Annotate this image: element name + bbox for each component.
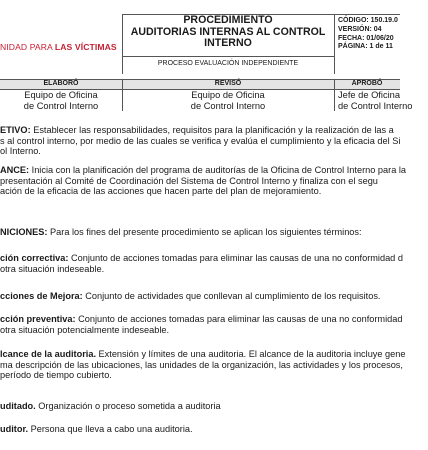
alcance-auditoria-text-1: Extensión y límites de una auditoria. El alcance de la auditoria incluye gene: [96, 349, 406, 359]
auditado-section: [0, 401, 221, 412]
logo-text-bold: LAS VÍCTIMAS: [54, 42, 117, 52]
title-line-2: AUDITORIAS INTERNAS AL CONTROL: [130, 25, 326, 38]
correctiva-line-1: [0, 253, 403, 264]
preventiva-line-1: [0, 314, 402, 325]
correctiva-label: ción correctiva:: [0, 253, 69, 263]
title-line-1: PROCEDIMIENTO: [183, 14, 273, 26]
reviso-value-line-1: Equipo de Oficina: [191, 90, 265, 100]
meta-page: PÁGINA: 1 de 11: [338, 43, 393, 51]
alcance-auditoria-text-3: período de tiempo cubierto.: [0, 370, 112, 381]
alcance-text-1: Inicia con la planificación del programa de auditorías de la Oficina de Control Interno para la: [29, 165, 407, 175]
header-divider-right: [334, 14, 335, 74]
mejora-text-1: Conjunto de actividades que conllevan al cumplimiento de los requisitos.: [82, 291, 381, 301]
logo-text: [0, 42, 117, 52]
definiciones-label: NICIONES:: [0, 227, 48, 237]
reviso-value-line-2: de Control Interno: [190, 100, 266, 111]
meta-version: VERSIÓN: 04: [338, 25, 382, 33]
alcance-section: [0, 165, 406, 197]
alcance-line-1: [0, 165, 406, 176]
document-meta: [338, 17, 398, 52]
correctiva-text-1: Conjunto de acciones tomadas para eliminar las causas de una no conformidad d: [68, 253, 403, 263]
auditado-line-1: [0, 401, 221, 412]
reviso-value: [122, 90, 334, 111]
objetivo-text-3: ol Interno.: [0, 146, 41, 157]
auditor-section: [0, 424, 193, 435]
definiciones-section: [0, 227, 362, 238]
alcance-auditoria-section: [0, 349, 406, 381]
mejora-label: cciones de Mejora:: [0, 291, 83, 301]
mejora-line-1: [0, 291, 380, 302]
mejora-section: [0, 291, 380, 302]
aprobo-value-line-1: Jefe de Oficina: [338, 90, 401, 100]
elaboro-value-line-2: de Control Interno: [23, 100, 99, 111]
document-title-block: [122, 14, 334, 74]
elaboro-value-line-1: Equipo de Oficina: [24, 90, 98, 100]
aprobo-value-line-2: de Control Interno: [338, 100, 413, 111]
meta-date: FECHA: 01/06/20: [338, 34, 394, 42]
organization-logo: [0, 16, 122, 74]
preventiva-text-2: otra situación potencialmente indeseable.: [0, 324, 170, 335]
meta-code: CÓDIGO: 150.19.0: [338, 17, 398, 24]
logo-text-light: NIDAD PARA: [0, 42, 55, 52]
correctiva-text-2: otra situación indeseable.: [0, 263, 105, 274]
preventiva-section: [0, 314, 402, 335]
approval-divider-1: [122, 79, 123, 111]
aprobo-label: APROBÓ: [351, 80, 383, 87]
approval-table: [0, 79, 413, 111]
title-line-3: INTERNO: [204, 37, 252, 50]
auditor-label: uditor.: [0, 424, 29, 434]
correctiva-section: [0, 253, 403, 274]
preventiva-text-1: Conjunto de acciones tomadas para eliminar las causas de una no conformidad: [75, 314, 403, 324]
reviso-label: REVISÓ: [214, 80, 242, 87]
elaboro-value: [0, 90, 122, 111]
auditor-text-1: Persona que lleva a cabo una auditoria.: [28, 424, 193, 434]
alcance-auditoria-label: lcance de la auditoria.: [0, 349, 96, 359]
alcance-auditoria-line-1: [0, 349, 406, 360]
auditor-line-1: [0, 424, 193, 435]
objetivo-text-2: s al control interno, por medio de las cuales se verifica y evalúa el cumplimiento y la eficacia del Si: [0, 135, 401, 146]
alcance-text-2: presentación al Comité de Coordinación del Sistema de Control Interno y finaliza con el segu: [0, 175, 378, 186]
objetivo-label: ETIVO:: [0, 125, 31, 135]
alcance-text-3: ación de la eficacia de las acciones que hacen parte del plan de mejoramiento.: [0, 186, 322, 197]
definiciones-text-1: Para los fines del presente procedimiento se aplican los siguientes términos:: [47, 227, 362, 237]
alcance-label: ANCE:: [0, 165, 30, 175]
preventiva-label: cción preventiva:: [0, 314, 76, 324]
objetivo-text-1: Establecer las responsabilidades, requisitos para la planificación y la realización de las a: [30, 125, 394, 135]
auditado-text-1: Organización o proceso sometida a auditoria: [35, 401, 221, 411]
definiciones-line-1: [0, 227, 362, 238]
alcance-auditoria-text-2: ma descripción de las ubicaciones, las unidades de la organización, las actividades y los procesos,: [0, 359, 403, 370]
aprobo-value: [334, 90, 428, 111]
elaboro-label: ELABORÓ: [43, 80, 79, 87]
process-name: PROCESO EVALUACIÓN INDEPENDIENTE: [157, 60, 299, 67]
auditado-label: uditado.: [0, 401, 36, 411]
approval-divider-2: [334, 79, 335, 111]
objetivo-line-1: [0, 125, 400, 136]
objetivo-section: [0, 125, 400, 157]
document-title: [122, 15, 334, 50]
